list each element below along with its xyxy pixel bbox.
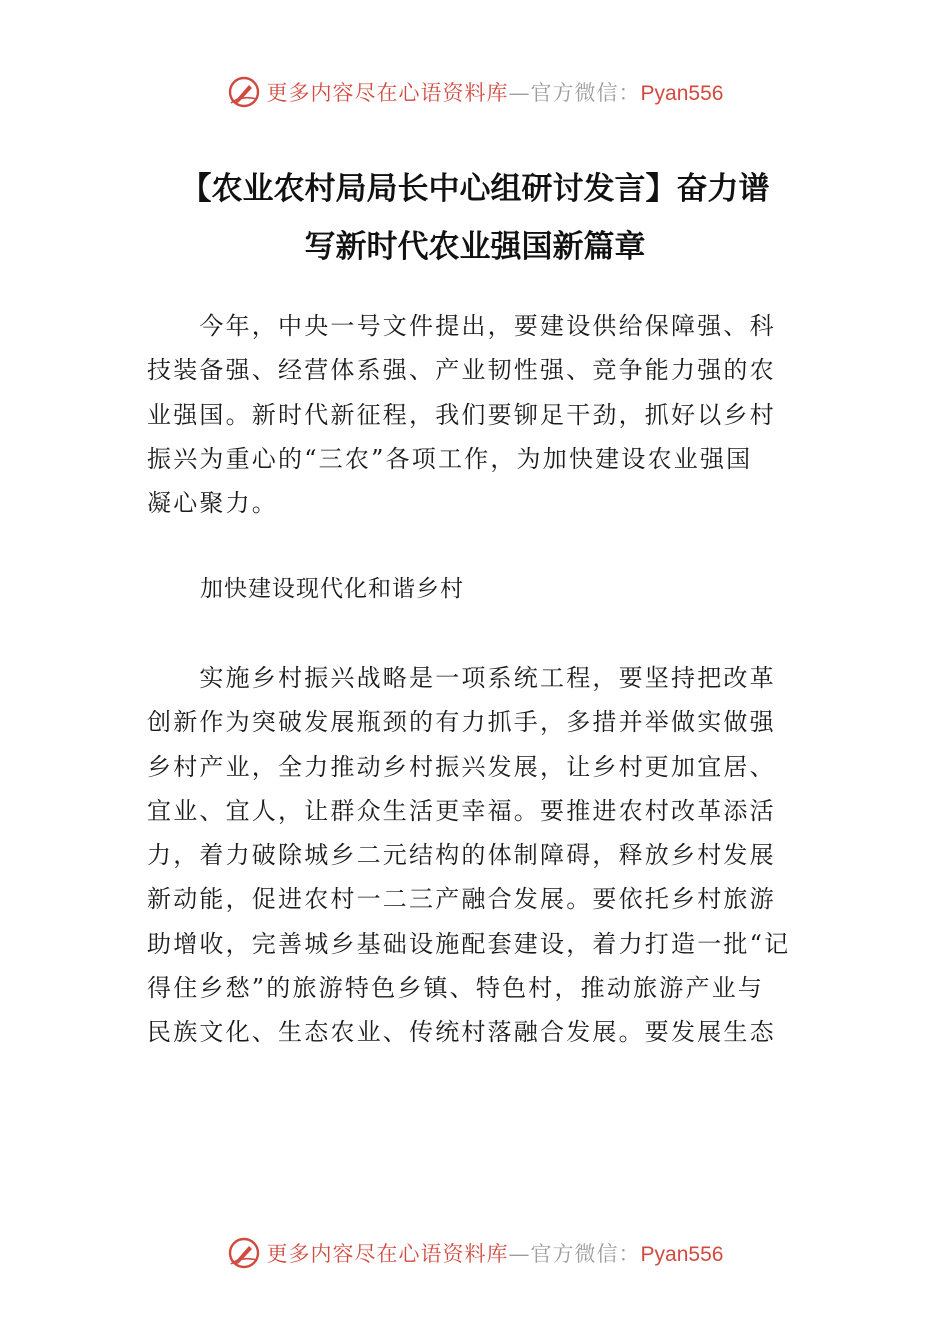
paragraph-line: 今年，中央一号文件提出，要建设供给保障强、科 [147, 312, 776, 340]
paragraph-line: 助增收，完善城乡基础设施配套建设，着力打造一批“记 [147, 929, 791, 958]
banner-main-text: 更多内容尽在心语资料库 [266, 1242, 509, 1266]
document-title [120, 160, 830, 276]
title-line-1: 【农业农村局局长中心组研讨发言】奋力谱 [180, 171, 770, 207]
title-line-2: 写新时代农业强国新篇章 [304, 229, 646, 265]
paragraph-line: 新动能，促进农村一二三产融合发展。要依托乡村旅游 [147, 885, 776, 914]
paragraph-line: 业强国。新时代新征程，我们要铆足干劲，抓好以乡村 [147, 400, 776, 429]
paragraph-line: 得住乡愁”的旅游特色乡镇、特色村，推动旅游产业与 [147, 974, 765, 1003]
paragraph-line: 振兴为重心的“三农”各项工作，为加快建设农业强国 [147, 444, 753, 473]
section-heading: 加快建设现代化和谐乡村 [200, 576, 464, 602]
banner-separator-text: —官方微信： [508, 1242, 641, 1266]
banner-separator-text: —官方微信： [508, 81, 641, 105]
banner-wechat-id: Pyan556 [640, 1243, 724, 1266]
paragraph-line: 力，着力破除城乡二元结构的体制障碍，释放乡村发展 [147, 841, 776, 870]
paragraph-line: 民族文化、生态农业、传统村落融合发展。要发展生态 [147, 1018, 776, 1047]
paragraph-line: 宜业、宜人，让群众生活更幸福。要推进农村改革添活 [147, 796, 776, 825]
paragraph-intro [147, 304, 807, 525]
pen-logo-icon [227, 75, 261, 109]
paragraph-line: 技装备强、经营体系强、产业韧性强、竞争能力强的农 [147, 356, 776, 385]
paragraph-line: 创新作为突破发展瓶颈的有力抓手，多措并举做实做强 [147, 708, 776, 737]
paragraph-line: 实施乡村振兴战略是一项系统工程，要坚持把改革 [147, 664, 776, 692]
banner-wechat-id: Pyan556 [640, 82, 724, 105]
banner-main-text: 更多内容尽在心语资料库 [266, 81, 509, 105]
banner-text [267, 77, 724, 107]
paragraph-section-body [147, 656, 807, 1055]
footer-banner [0, 1233, 950, 1273]
banner-text [267, 1238, 724, 1268]
paragraph-line: 乡村产业，全力推动乡村振兴发展，让乡村更加宜居、 [147, 752, 776, 781]
paragraph-line: 凝心聚力。 [147, 489, 278, 518]
header-banner [0, 72, 950, 112]
pen-logo-icon [227, 1236, 261, 1270]
